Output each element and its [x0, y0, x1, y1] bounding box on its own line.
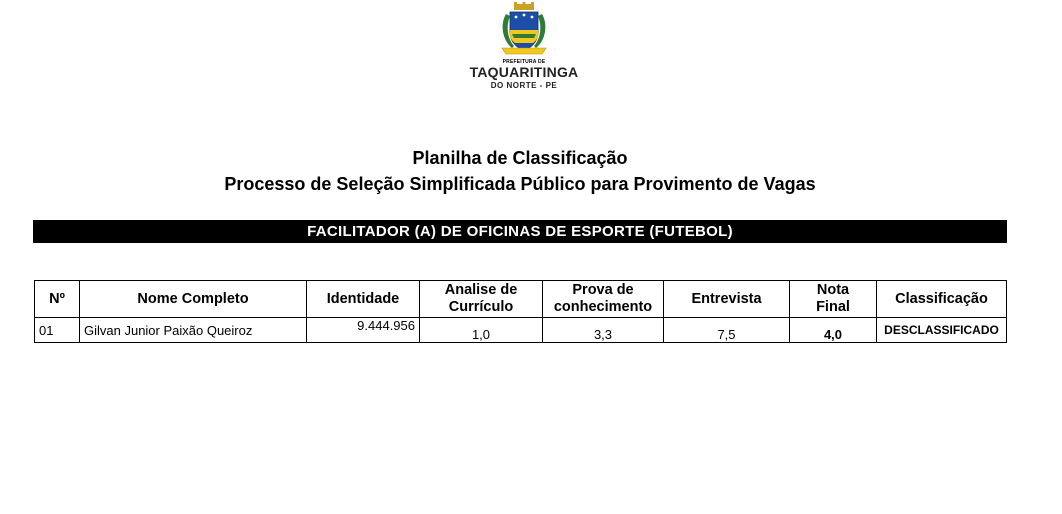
cell-classificacao: DESCLASSIFICADO: [877, 318, 1007, 343]
municipal-logo: [466, 2, 582, 98]
header-prova: [543, 281, 664, 318]
table-header-row: [35, 281, 1007, 318]
header-identidade: Identidade: [307, 281, 420, 318]
table-row: [35, 318, 1007, 343]
logo-state-text: DO NORTE - PE: [490, 81, 558, 90]
header-entrevista: Entrevista: [664, 281, 790, 318]
coat-of-arms-icon: [498, 2, 550, 58]
classification-table: [34, 280, 1007, 343]
cell-name: Gilvan Junior Paixão Queiroz: [80, 318, 307, 343]
document-subtitle: Processo de Seleção Simplificada Público para Provimento de Vagas: [224, 174, 816, 194]
document-title: Planilha de Classificação: [412, 148, 628, 168]
header-name: Nome Completo: [80, 281, 307, 318]
header-nota-final: [790, 281, 877, 318]
header-curriculo-line2: Currículo: [448, 299, 514, 315]
header-no: Nº: [35, 281, 80, 318]
cell-no: 01: [35, 318, 80, 343]
logo-prefeitura-text: PREFEITURA DE: [502, 59, 546, 65]
header-curriculo: [420, 281, 543, 318]
header-nota-line1: Nota: [816, 282, 850, 298]
cell-prova: 3,3: [543, 318, 664, 343]
header-curriculo-line1: Analise de: [444, 282, 518, 298]
cell-nota-final: 4,0: [790, 318, 877, 343]
header-nota-line2: Final: [816, 299, 850, 315]
header-prova-line1: Prova de: [572, 282, 634, 298]
header-prova-line2: conhecimento: [553, 299, 653, 315]
header-classificacao: Classificação: [877, 281, 1007, 318]
logo-city-text: TAQUARITINGA: [469, 64, 579, 80]
cell-entrevista: 7,5: [664, 318, 790, 343]
cell-curriculo: 1,0: [420, 318, 543, 343]
cell-identidade: 9.444.956: [307, 318, 420, 343]
section-header-bar: FACILITADOR (A) DE OFICINAS DE ESPORTE (FUTEBOL): [33, 220, 1007, 243]
